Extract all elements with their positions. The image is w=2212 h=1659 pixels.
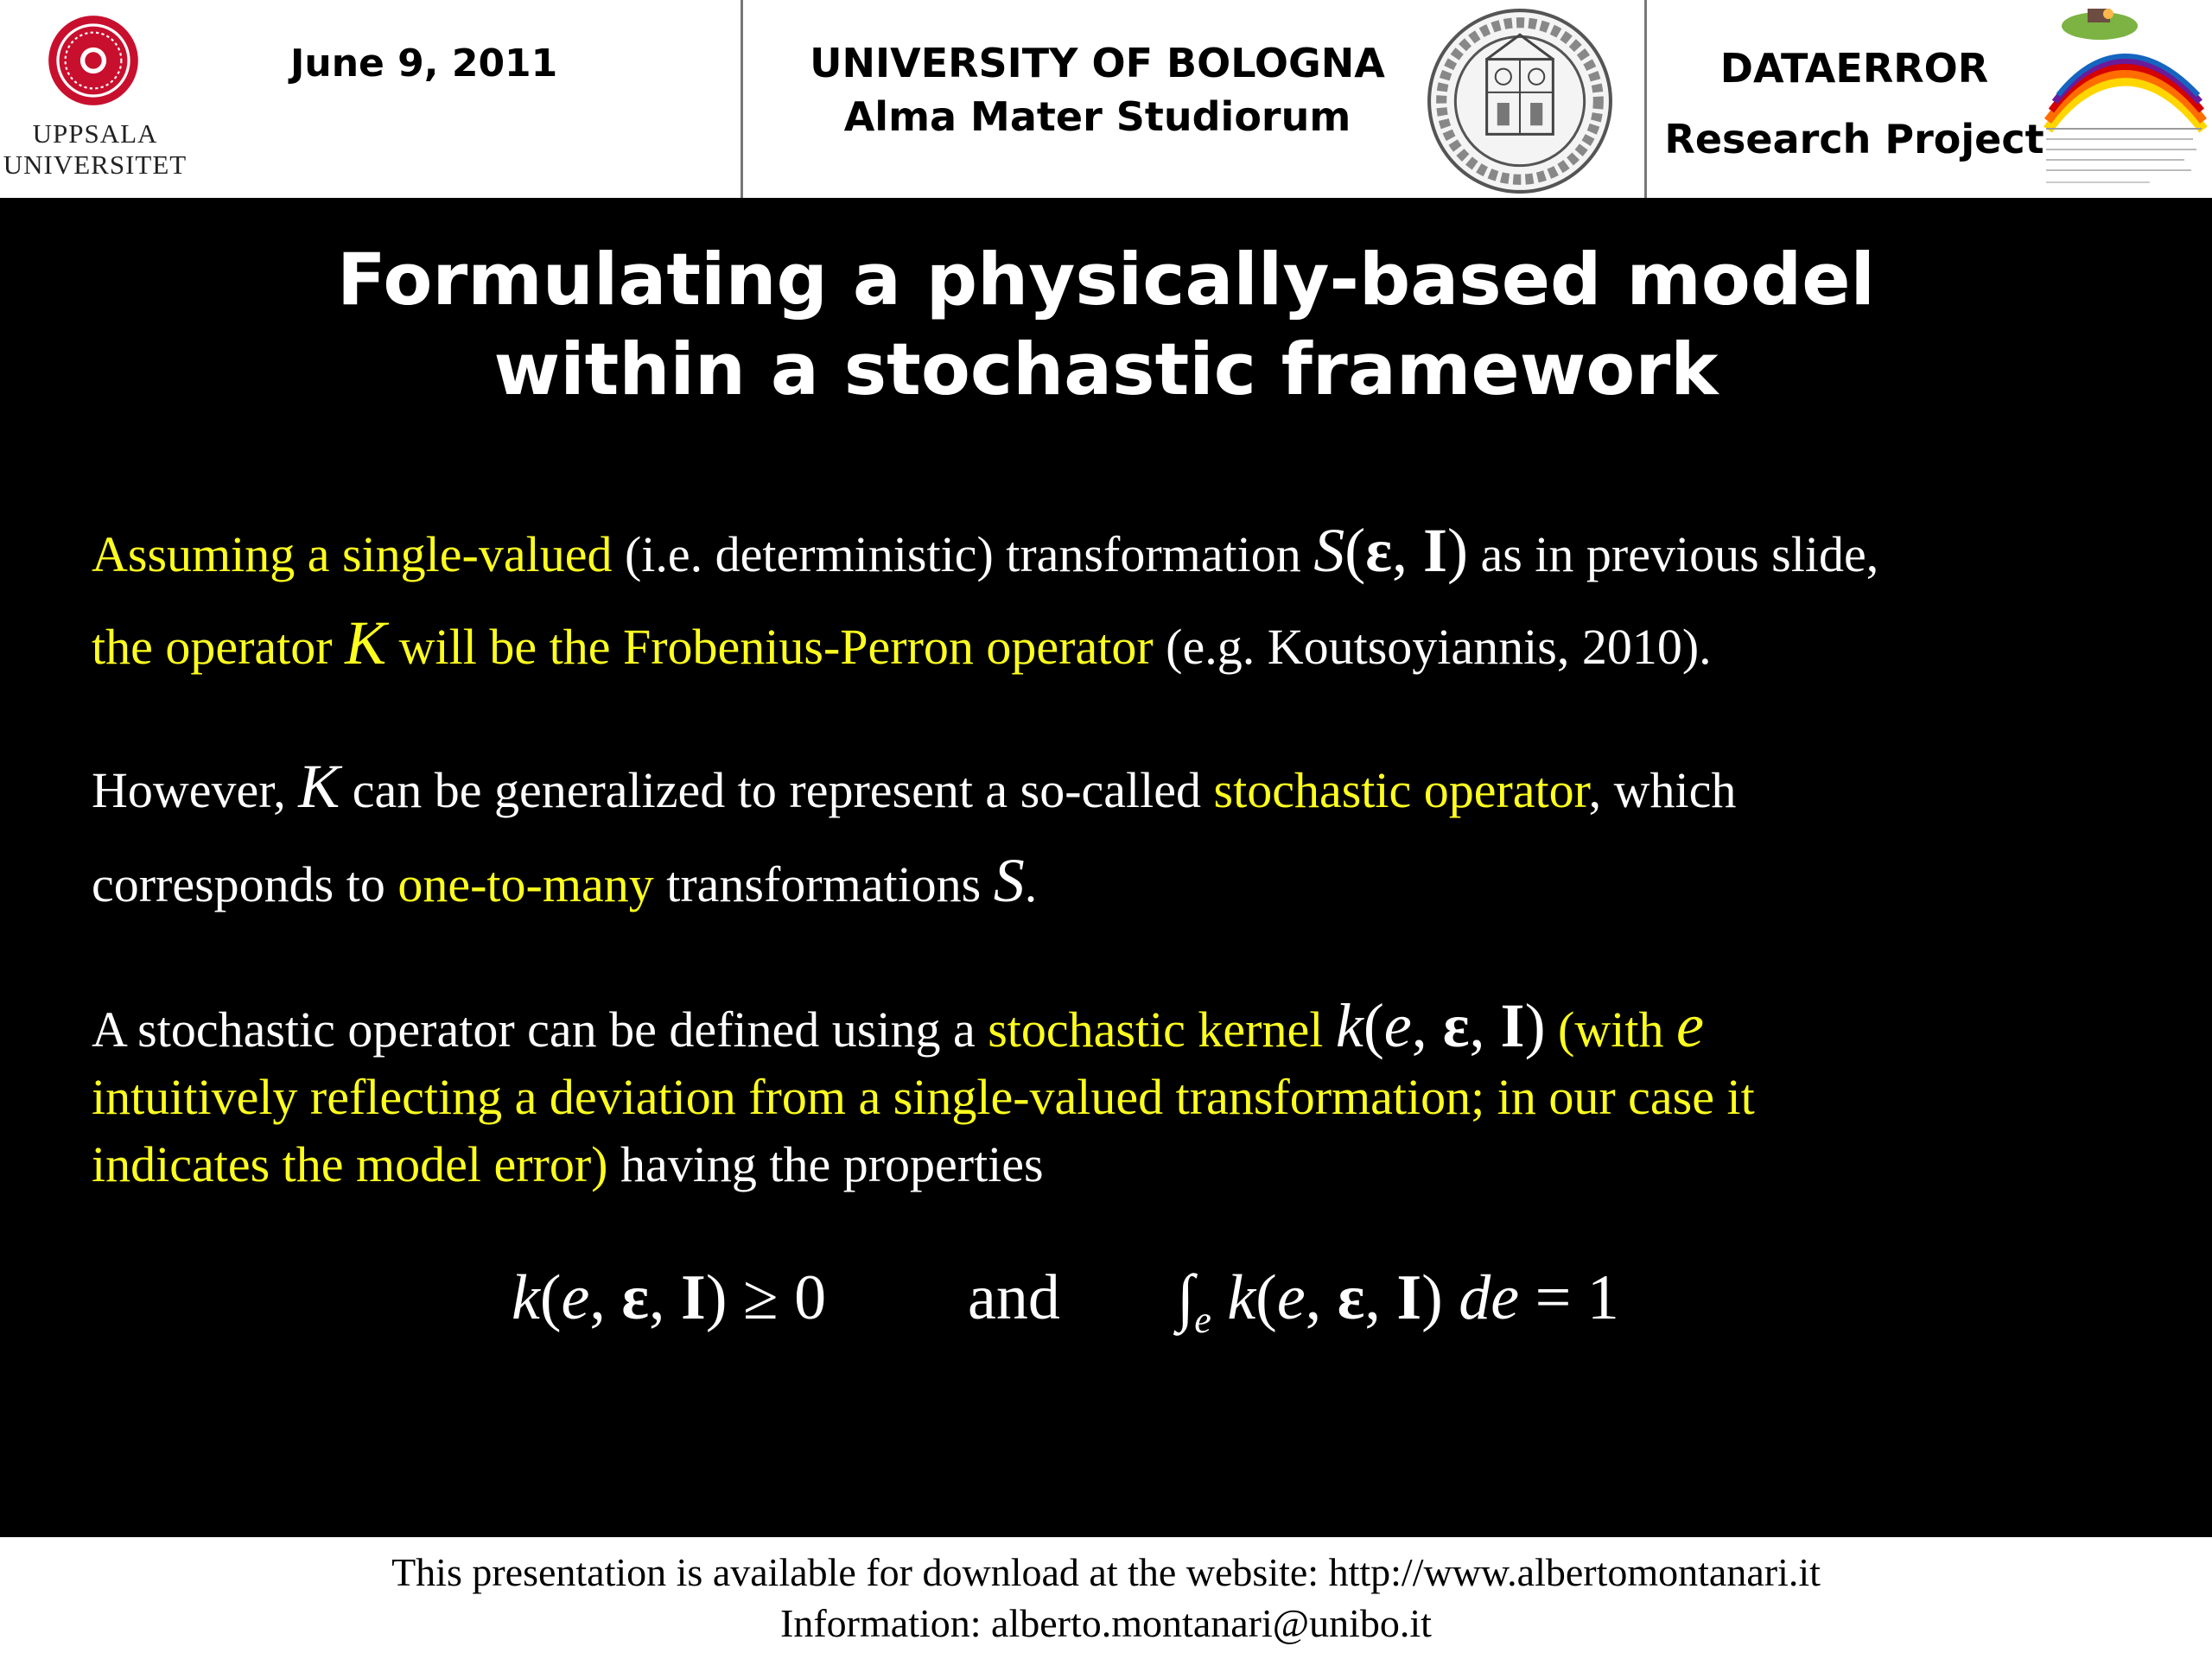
text-highlight: (with — [1545, 1001, 1676, 1058]
footer-contact: Information: alberto.montanari@unibo.it — [780, 1601, 1432, 1645]
paragraph-stochastic-kernel — [92, 992, 2148, 1198]
text-segment: , which — [1588, 762, 1737, 818]
university-motto: Alma Mater Studiorum — [843, 93, 1351, 140]
text-segment: (i.e. deterministic) transformation — [612, 526, 1314, 582]
footer-download-note: This presentation is available for download at the website: http://www.albertomontanari.it — [391, 1550, 1821, 1594]
text-segment: corresponds to — [92, 856, 398, 912]
dataerror-logo-icon — [2039, 0, 2209, 197]
text-segment: can be generalized to represent a so-called — [340, 762, 1214, 818]
equation-nonnegativity: k(e, ε, I) ≥ 0 — [512, 1262, 827, 1333]
formula-transformation: S(ε, I) — [1313, 516, 1468, 585]
uppsala-seal-icon — [47, 14, 140, 107]
uppsala-name-line2: UNIVERSITET — [3, 149, 188, 180]
text-segment: . — [1024, 856, 1038, 912]
uppsala-name-line1: UPPSALA — [32, 118, 158, 149]
text-highlight: stochastic kernel — [988, 1001, 1324, 1058]
text-segment: having the properties — [607, 1136, 1044, 1192]
text-highlight: stochastic operator — [1213, 762, 1589, 818]
bologna-seal-icon — [1424, 5, 1616, 197]
text-segment: A stochastic operator can be defined using a — [92, 1001, 988, 1058]
formula-error-e: e — [1675, 991, 1704, 1060]
text-highlight: one-to-many — [397, 856, 654, 912]
text-highlight: the operator — [92, 619, 346, 675]
paragraph-stochastic-operator — [92, 741, 2148, 930]
header-bar — [0, 0, 2212, 198]
paragraph-frobenius-perron — [92, 506, 2148, 691]
dataerror-logo — [2039, 0, 2209, 197]
university-name: UNIVERSITY OF BOLOGNA — [810, 40, 1385, 86]
header-divider — [1644, 0, 1647, 198]
slide-title-line2: within a stochastic framework — [493, 327, 1719, 411]
project-name: DATAERROR — [1719, 45, 1989, 92]
presentation-date: June 9, 2011 — [290, 41, 558, 86]
slide-title — [0, 235, 2212, 415]
kernel-properties — [0, 1262, 2212, 1365]
equation-connector: and — [968, 1262, 1060, 1333]
university-heading — [760, 36, 1434, 143]
text-segment: However, — [92, 762, 299, 818]
formula-transformation-s: S — [993, 846, 1025, 915]
formula-operator-k: K — [345, 608, 387, 677]
text-highlight: indicates the model error) — [92, 1136, 608, 1192]
project-heading — [1656, 33, 2053, 175]
project-subtitle: Research Project — [1664, 116, 2044, 162]
header-divider — [741, 0, 743, 198]
text-segment: (e.g. Koutsoyiannis, 2010). — [1153, 619, 1712, 675]
text-highlight: will be the Frobenius-Perron operator — [386, 619, 1154, 675]
text-segment: as in previous slide, — [1467, 526, 1879, 582]
formula-kernel: k(e, ε, I) — [1335, 991, 1546, 1060]
equation-normalization: $\int_e$ k(e, ε, I) de = 1 — [1177, 1262, 1619, 1341]
text-highlight: Assuming a single-valued — [92, 526, 613, 582]
text-highlight: intuitively reflecting a deviation from a single-valued transformation; in our case it — [92, 1069, 1755, 1125]
slide-title-line1: Formulating a physically-based model — [337, 238, 1875, 321]
text-segment: transformations — [653, 856, 994, 912]
footer-bar — [0, 1537, 2212, 1659]
formula-operator-k: K — [298, 752, 340, 821]
